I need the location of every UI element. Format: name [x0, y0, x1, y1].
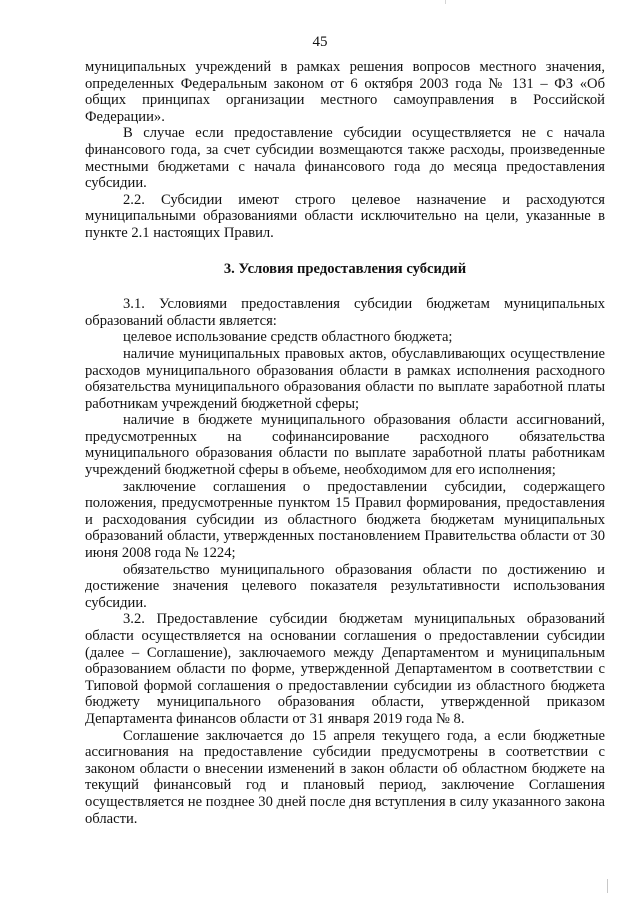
condition-item: целевое использование средств областного бюджета; — [123, 329, 453, 346]
paragraph-agreement-deadline: Соглашение заключается до 15 апреля текущего года, а если бюджетные ассигнования на предоставление субсидии предусмотрены в соответствии с законом области о внесении изменений в закон области об областном бюджете на текущий финансовый год и плановый период, заключение Соглашения осуществляется не позднее 30 дней после дня вступления в силу указанного закона области. — [85, 727, 605, 827]
paragraph-3-2: 3.2. Предоставление субсидии бюджетам муниципальных образований области осуществляется на основании соглашения о предоставлении субсидии (далее – Соглашение), заключаемого между Департаментом и муниципальным образованием области по форме, утвержденной Департаментом в соответствии с Типовой формой соглашения о предоставлении субсидии из областного бюджета бюджету муниципального образования области, утвержденной приказом Департамента финансов области от 31 января 2019 года № 8. — [85, 611, 605, 727]
scan-artifact — [445, 0, 446, 4]
paragraph-3-1: 3.1. Условиями предоставления субсидии бюджетам муниципальных образований области является: — [85, 296, 605, 329]
paragraph-2-2: 2.2. Субсидии имеют строго целевое назначение и расходуются муниципальными образованиями области исключительно на цели, указанные в пункте 2.1 настоящих Правил. — [85, 191, 605, 241]
condition-item: заключение соглашения о предоставлении субсидии, содержащего положения, предусмотренные пунктом 15 Правил формирования, предоставления и расходования субсидии из областного бюджета бюджетам муниципальных образований области, утвержденных постановлением Правительства области от 30 июня 2008 года № 1224; — [85, 478, 605, 562]
page-number: 45 — [312, 34, 328, 50]
paragraph-continuation: муниципальных учреждений в рамках решения вопросов местного значения, определенных Федеральным законом от 6 октября 2003 года № 131 – ФЗ «Об общих принципах организации местного самоуправления в Российской Федерации». — [85, 59, 605, 125]
condition-item: наличие в бюджете муниципального образования области ассигнований, предусмотренных на софинансирование расходного обязательства муниципального образования области по выплате заработной платы работникам учреждений бюджетной сферы в объеме, необходимом для его исполнения; — [85, 412, 605, 479]
condition-item: обязательство муниципального образования области по достижению и достижение значения целевого показателя результативности использования субсидии. — [85, 561, 605, 611]
document-body — [85, 59, 605, 827]
paragraph-subsidy-start: В случае если предоставление субсидии осуществляется не с начала финансового года, за счет субсидии возмещаются также расходы, произведенные местными бюджетами с начала финансового года до месяца предоставления субсидии. — [85, 125, 605, 192]
condition-item: наличие муниципальных правовых актов, обуславливающих осуществление расходов муниципального образования области в рамках исполнения расходного обязательства муниципального образования области по выплате заработной платы работникам учреждений бюджетной сферы; — [85, 345, 605, 412]
section-heading: 3. Условия предоставления субсидий — [223, 260, 467, 277]
scan-artifact — [607, 879, 608, 893]
